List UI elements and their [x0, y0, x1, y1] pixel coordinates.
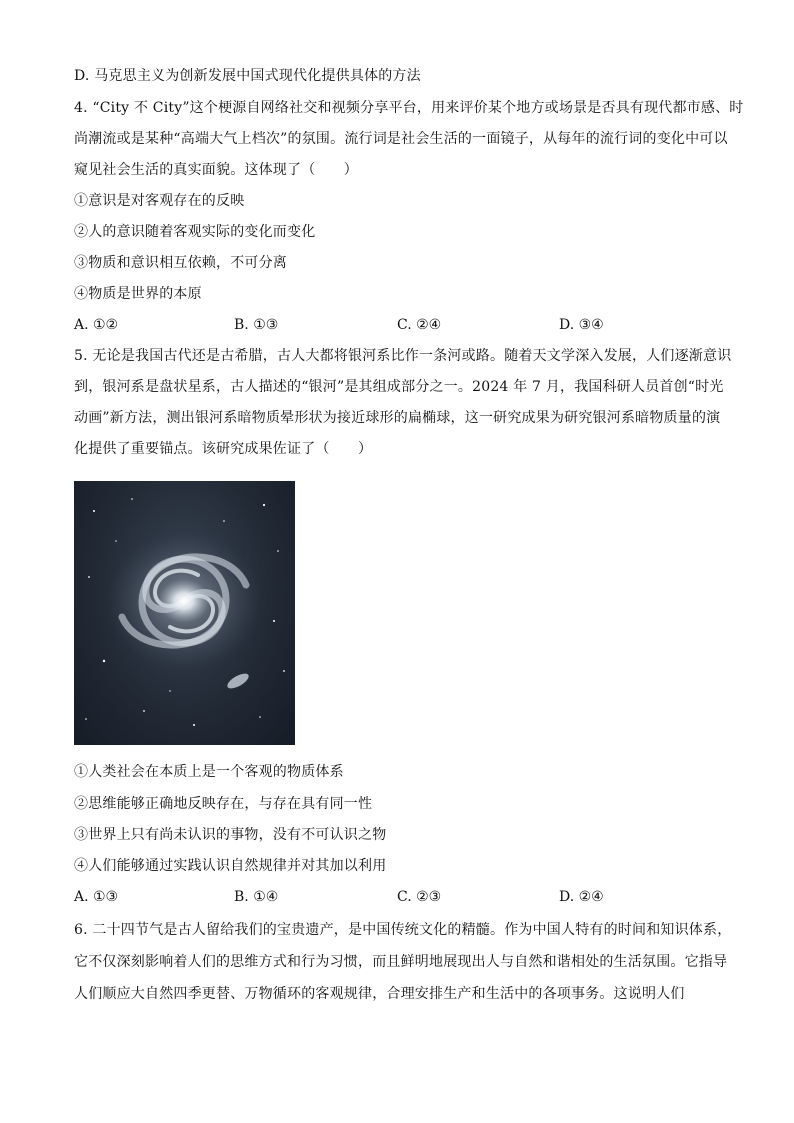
q6-stem-line-3: 人们顺应大自然四季更替、万物循环的客观规律，合理安排生产和生活中的各项事务。这说明人们: [74, 986, 685, 1002]
q4-options: [74, 315, 724, 335]
q5-stem-line-3: 动画”新方法，测出银河系暗物质晕形状为接近球形的扁椭球，这一研究成果为研究银河系暗物质量的演: [74, 410, 721, 426]
q4-statement-4: ④物质是世界的本原: [74, 286, 202, 302]
galaxy-illustration: [74, 481, 295, 745]
q5-statement-4: ④人们能够通过实践认识自然规律并对其加以利用: [74, 858, 387, 874]
q5-option-c: C. ②③: [397, 889, 442, 905]
q4-option-b: B. ①③: [234, 317, 279, 333]
q4-statement-1: ①意识是对客观存在的反映: [74, 193, 245, 209]
q4-stem-line-3: 窥见社会生活的真实面貌。这体现了（ ）: [74, 162, 358, 178]
q5-option-b: B. ①④: [234, 889, 279, 905]
galaxy-image: [74, 481, 295, 745]
q3-option-d: D. 马克思主义为创新发展中国式现代化提供具体的方法: [74, 68, 421, 84]
q5-option-d: D. ②④: [559, 889, 604, 905]
q4-stem-line-2: 尚潮流或是某种“高端大气上档次”的氛围。流行词是社会生活的一面镜子，从每年的流行词的变化中可以: [74, 131, 728, 147]
q6-stem-line-2: 它不仅深刻影响着人们的思维方式和行为习惯，而且鲜明地展现出人与自然和谐相处的生活氛围。它指导: [74, 954, 728, 970]
q4-stem-line-1: 4. “City 不 City”这个梗源自网络社交和视频分享平台，用来评价某个地方或场景是否具有现代都市感、时: [74, 100, 744, 116]
q5-stem-line-2: 到，银河系是盘状星系，古人描述的“银河”是其组成部分之一。2024 年 7 月，我国科研人员首创“时光: [74, 379, 724, 395]
q4-statement-3: ③物质和意识相互依赖，不可分离: [74, 255, 287, 271]
q4-statement-2: ②人的意识随着客观实际的变化而变化: [74, 224, 316, 240]
q5-stem-line-1: 5. 无论是我国古代还是古希腊，古人大都将银河系比作一条河或路。随着天文学深入发展，人们逐渐意识: [74, 348, 732, 364]
q5-statement-2: ②思维能够正确地反映存在，与存在具有同一性: [74, 796, 373, 812]
q4-option-c: C. ②④: [397, 317, 442, 333]
q4-option-a: A. ①②: [74, 317, 119, 333]
q5-options: [74, 887, 724, 907]
q4-option-d: D. ③④: [559, 317, 604, 333]
q5-stem-line-4: 化提供了重要锚点。该研究成果佐证了（ ）: [74, 441, 373, 457]
q5-statement-1: ①人类社会在本质上是一个客观的物质体系: [74, 764, 344, 780]
q5-option-a: A. ①③: [74, 889, 119, 905]
q6-stem-line-1: 6. 二十四节气是古人留给我们的宝贵遗产，是中国传统文化的精髓。作为中国人特有的时间和知识体系，: [74, 922, 732, 938]
q5-statement-3: ③世界上只有尚未认识的事物，没有不可认识之物: [74, 827, 387, 843]
